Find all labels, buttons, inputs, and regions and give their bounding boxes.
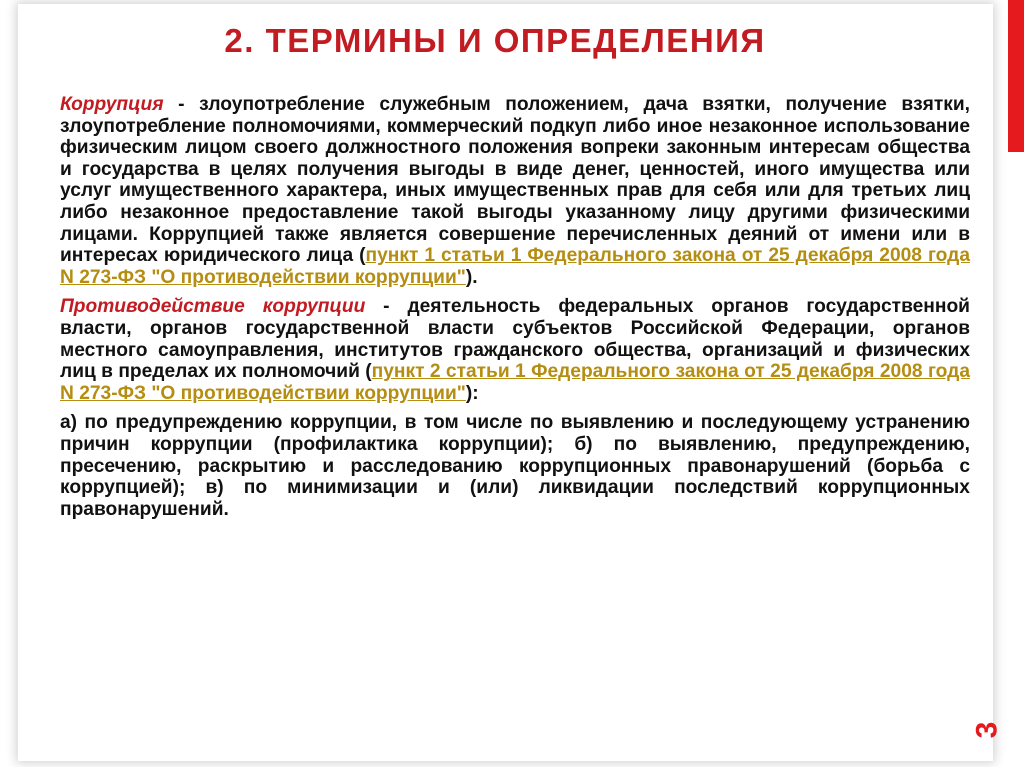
term-anticorruption: Противодействие коррупции: [60, 296, 366, 318]
list-item: в) по минимизации и (или) ликвидации последствий коррупционных правонарушений.: [60, 477, 970, 520]
definition-corruption-suffix: ).: [465, 266, 478, 288]
list-item: а) по предупреждению коррупции, в том числе по выявлению и последующему устранению причин коррупции (профилактика коррупции);: [60, 412, 970, 455]
definition-anticorruption-suffix: ):: [465, 382, 479, 404]
definition-anticorruption: [60, 296, 970, 404]
slide-content: [60, 94, 970, 520]
term-corruption: Коррупция: [60, 94, 164, 115]
definition-corruption-text: - злоупотребление служебным положением, дача взятки, получение взятки, злоупотребление полномочиями, коммерческий подкуп либо иное незаконное использование физическим лицом своего должностного положения вопреки законным интересам общества и государства в целях получения выгоды в виде денег, ценностей, иного имущества или услуг имущественного характера, иных имущественных прав для себя или для третьих лиц либо незаконное предоставление такой выгоды указанному лицу другими физическими лицами. Коррупцией также является совершение перечисленных деяний от имени или в интересах юридического лица (: [60, 94, 970, 267]
definition-anticorruption-text: - деятельность федеральных органов государственной власти, органов государственной власти субъектов Российской Федерации, органов местного самоуправления, институтов гражданского общества, организаций и физических лиц в пределах их полномочий (: [60, 296, 970, 383]
page-number: 3: [970, 721, 1004, 739]
activity-list: [60, 412, 970, 520]
definition-corruption: [60, 94, 970, 288]
law-link-1[interactable]: пункт 1 статьи 1 Федерального закона от 25 декабря 2008 года N 273-ФЗ "О противодействии коррупции": [60, 245, 970, 288]
accent-bar: [1008, 0, 1024, 152]
slide-title: 2. ТЕРМИНЫ И ОПРЕДЕЛЕНИЯ: [224, 22, 766, 59]
list-item: б) по выявлению, предупреждению, пресечению, раскрытию и расследованию коррупционных правонарушений (борьба с коррупцией);: [60, 433, 970, 499]
law-link-2[interactable]: пункт 2 статьи 1 Федерального закона от 25 декабря 2008 года N 273-ФЗ "О противодействии коррупции": [60, 361, 970, 404]
